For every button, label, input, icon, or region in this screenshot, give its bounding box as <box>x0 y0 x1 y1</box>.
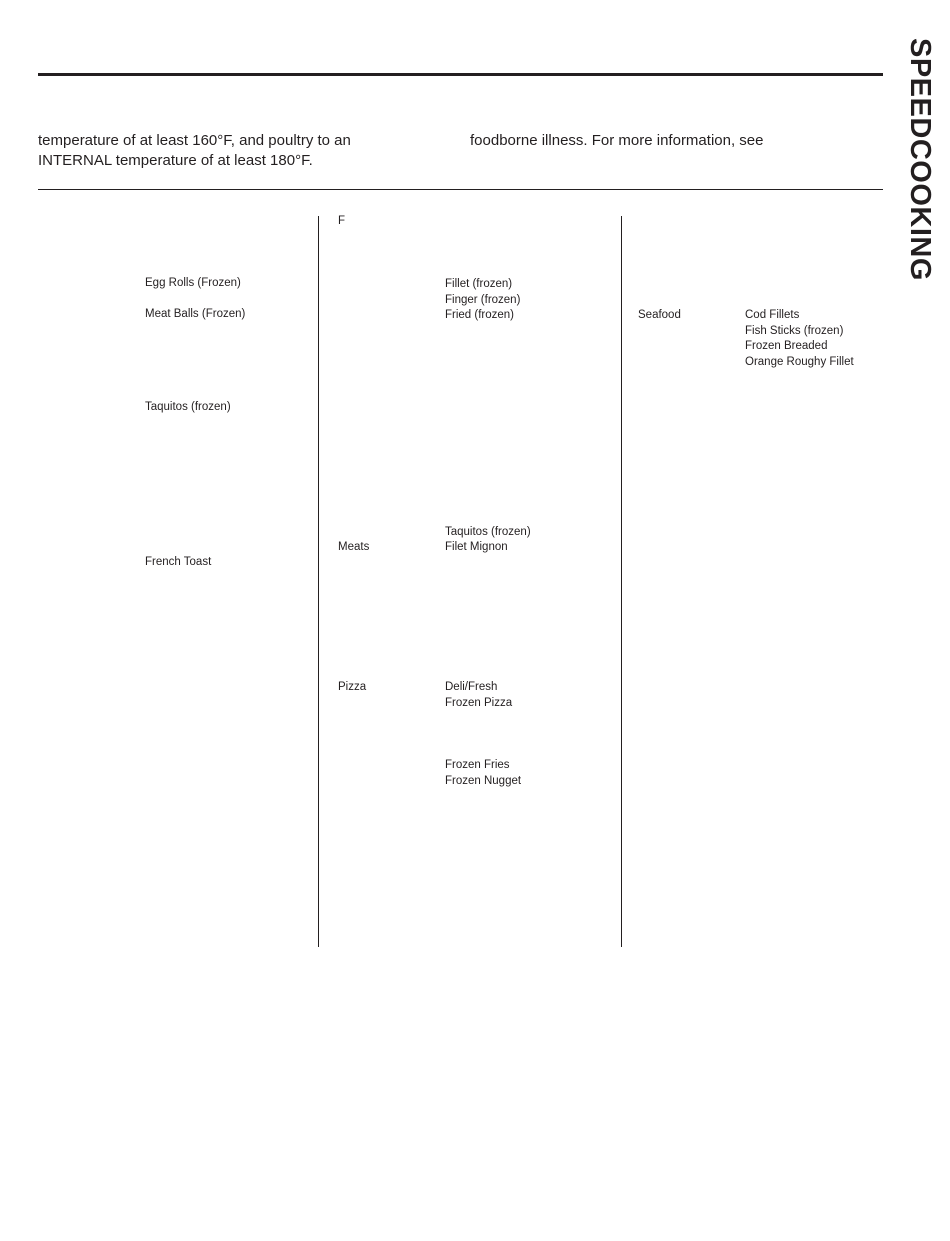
food-taquitos: Taquitos (frozen) <box>145 401 231 413</box>
fish-item: Fried (frozen) <box>445 309 515 322</box>
category-seafood: Seafood <box>638 309 681 321</box>
food-french-toast: French Toast <box>145 556 212 568</box>
food-filet-mignon: Filet Mignon <box>445 541 508 553</box>
seafood-item: Fish Sticks (frozen) <box>745 324 844 337</box>
fish-item: Fillet (frozen) <box>445 278 513 290</box>
fish-item-list <box>445 277 520 324</box>
seafood-item-list <box>745 308 854 370</box>
column-header-f: F <box>338 215 346 227</box>
top-rule <box>38 73 883 76</box>
intro-left-line-1: temperature of at least 160°F, and poultry to an <box>38 132 351 149</box>
seafood-item: Frozen Breaded <box>745 340 828 353</box>
category-meats: Meats <box>338 541 370 553</box>
pizza-item-list <box>445 680 512 711</box>
potato-item: Frozen Fries <box>445 759 510 771</box>
section-tab-title: SPEEDCOOKING <box>904 38 936 281</box>
table-top-rule <box>38 189 883 190</box>
food-taquitos-2: Taquitos (frozen) <box>445 526 531 538</box>
potato-item: Frozen Nugget <box>445 774 522 787</box>
seafood-item: Orange Roughy Fillet <box>745 355 854 368</box>
intro-left-text <box>38 131 351 171</box>
potato-item-list <box>445 758 521 789</box>
seafood-item: Cod Fillets <box>745 309 800 321</box>
category-pizza: Pizza <box>338 681 367 693</box>
food-egg-rolls: Egg Rolls (Frozen) <box>145 277 241 289</box>
intro-right-text: foodborne illness. For more information, see <box>470 132 764 149</box>
pizza-item: Frozen Pizza <box>445 696 513 709</box>
column-divider-2 <box>621 216 622 947</box>
column-divider-1 <box>318 216 319 947</box>
food-meat-balls: Meat Balls (Frozen) <box>145 308 246 320</box>
intro-left-line-2: INTERNAL temperature of at least 180°F. <box>38 152 313 169</box>
fish-item: Finger (frozen) <box>445 293 521 306</box>
pizza-item: Deli/Fresh <box>445 681 498 693</box>
